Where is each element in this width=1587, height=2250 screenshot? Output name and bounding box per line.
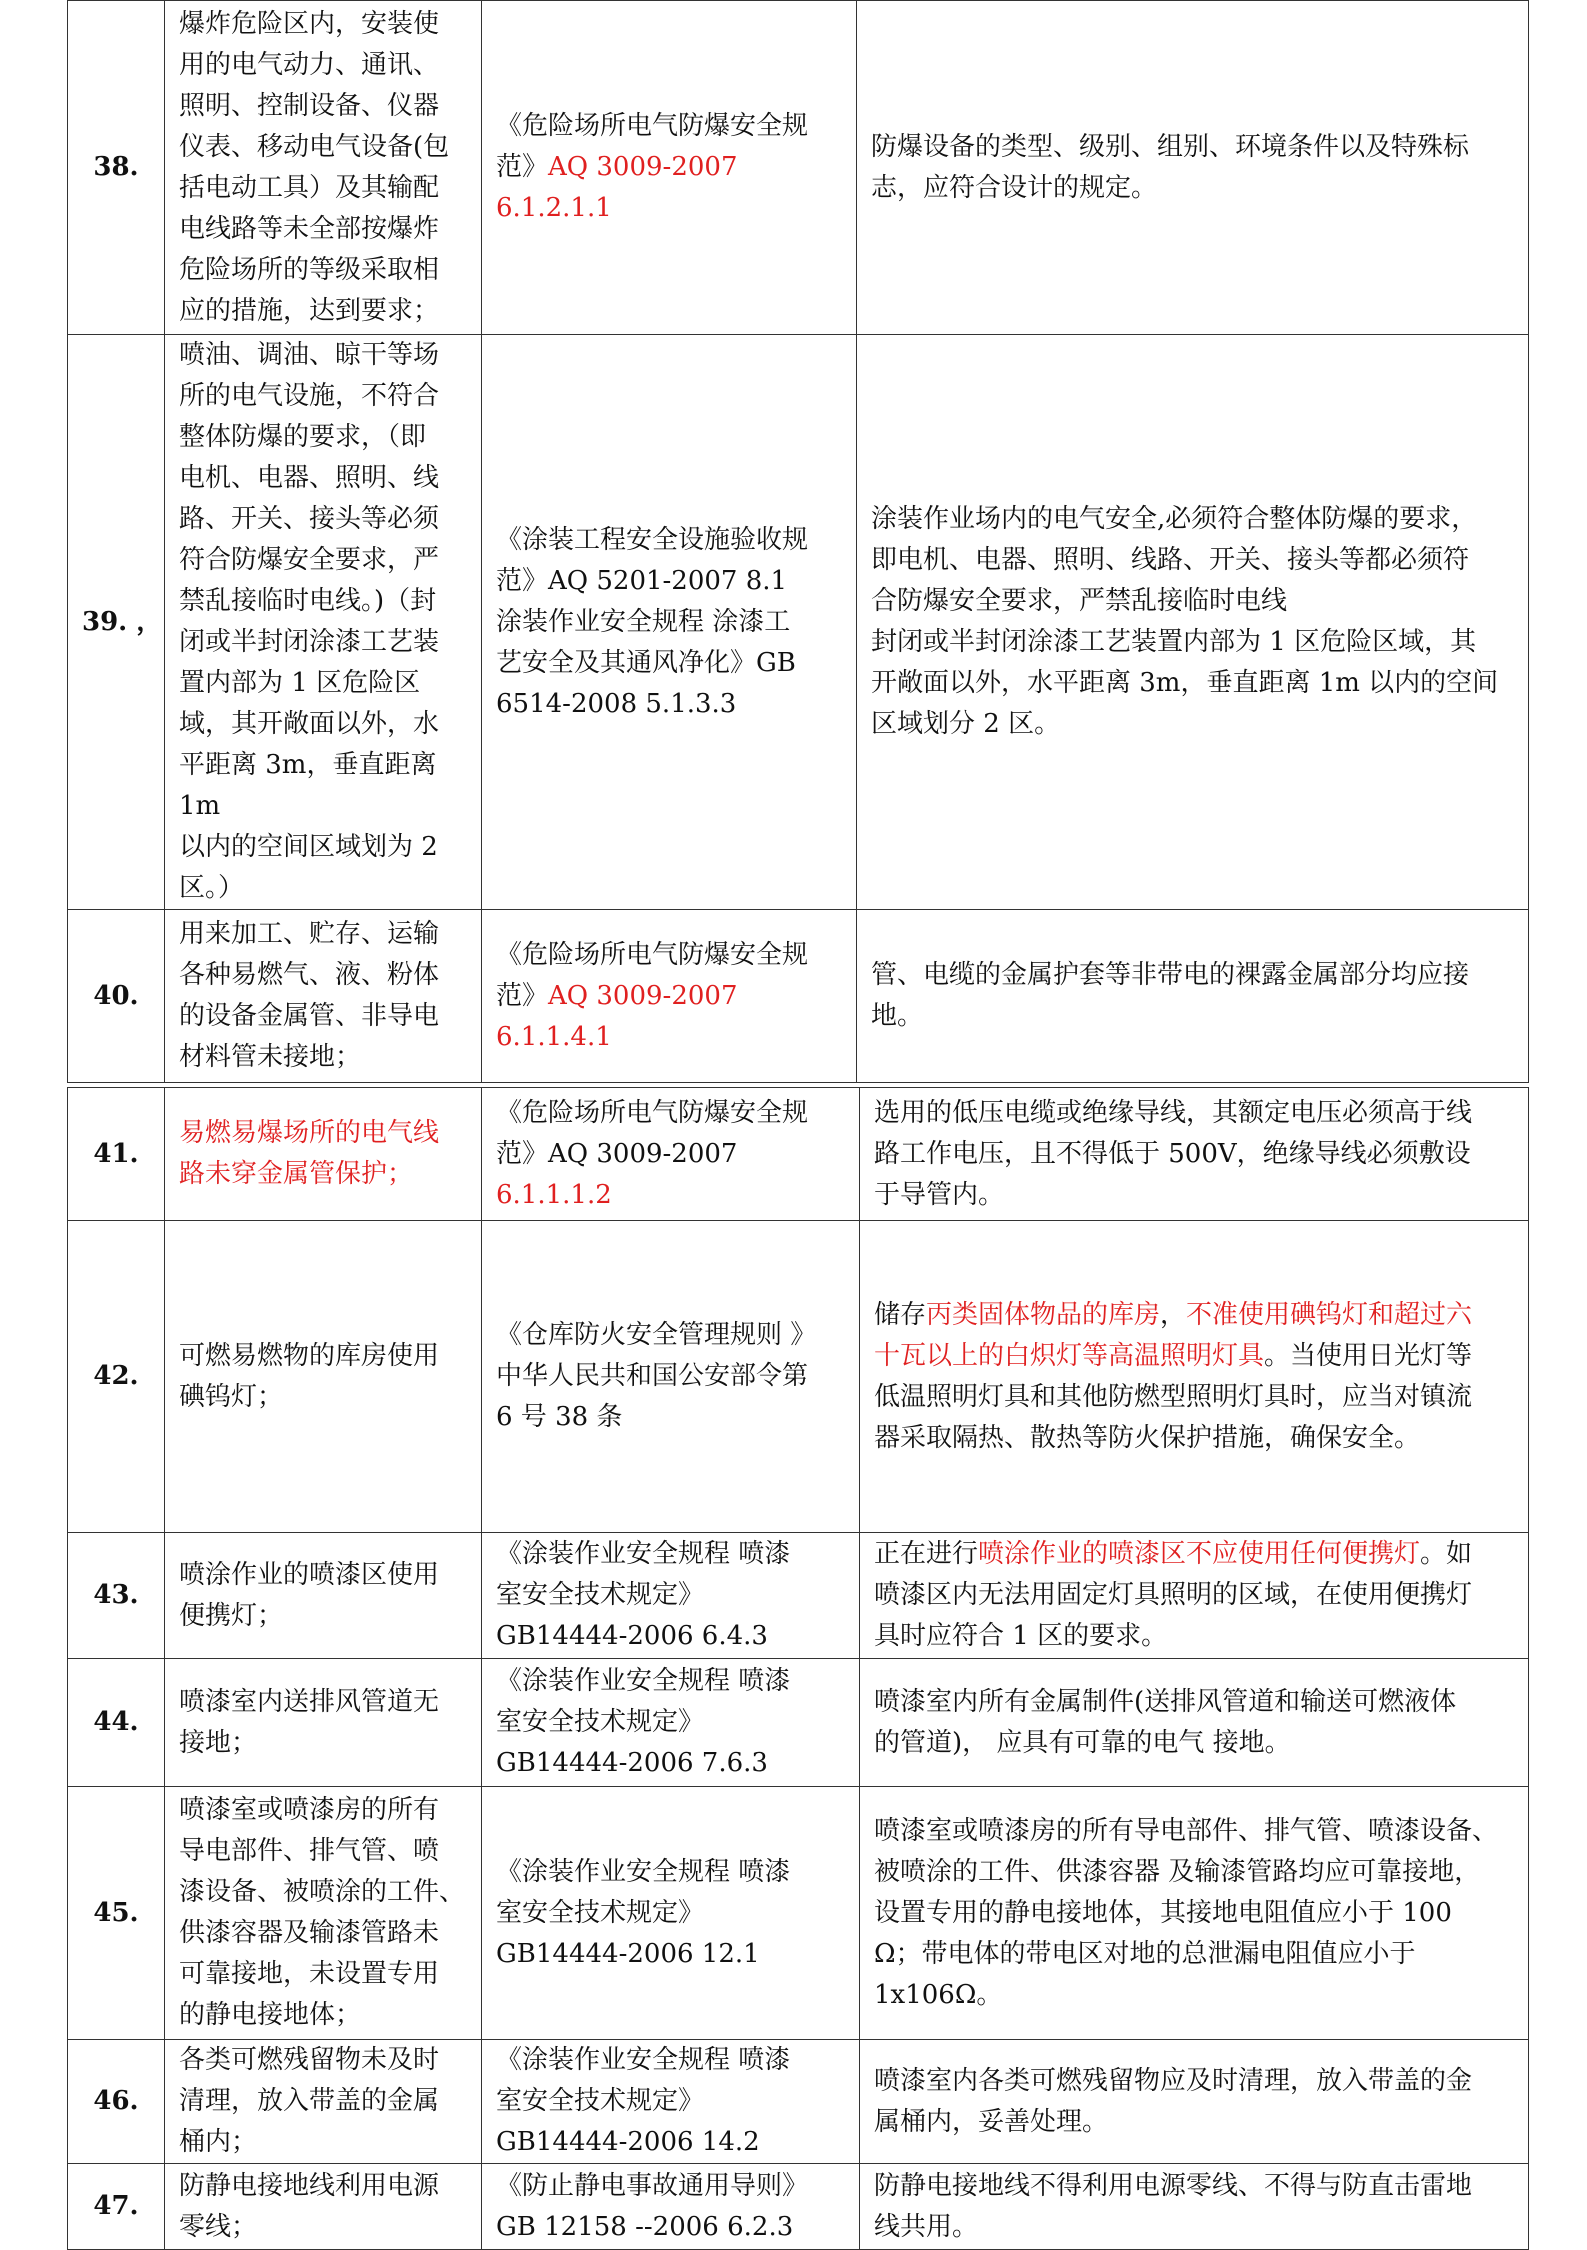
standard-reference-line [496,147,842,229]
requirement-line [874,1175,1514,1216]
requirement-text: 喷涂作业的喷漆区不应使用任何便携灯 [978,1539,1421,1569]
requirement-text: 地。 [871,1001,924,1031]
hazard-description-line: 闭或半封闭涂漆工艺装 [179,627,440,657]
requirement-text: 于导管内。 [874,1179,1005,1210]
requirement-text: 储存 [874,1299,927,1330]
requirement-text: 喷漆室内所有金属制件(送排风管道和输送可燃液体 [874,1686,1457,1717]
requirement-text: Ω；带电体的带电区对地的总泄漏电阻值应小于 [874,1938,1416,1969]
requirement-line [871,581,1514,622]
standard-reference-text: 范》 [496,980,549,1011]
item-number: 47. [93,2191,139,2221]
table-row [68,2040,1529,2164]
hazard-description-line: 整体防爆的要求，（即 [179,422,427,452]
standard-reference-text: 《防止静电事故通用导则》 [496,2170,809,2201]
requirement-line [871,127,1514,168]
requirement-text: 。当使用日光灯等 [1264,1340,1473,1371]
standard-reference-text: 《涂装工程安全设施验收规 [496,524,809,555]
item-number-cell [68,2040,165,2164]
table-row [68,910,1529,1083]
item-number: 40. [93,980,139,1011]
table-row [68,1,1529,335]
requirement-text: 即电机、电器、照明、线路、开关、接头等都必须符 [871,545,1470,575]
hazard-description-line: 导电部件、排气管、喷 [179,1836,440,1866]
hazard-description-line: 路、开关、接头等必须 [179,504,440,534]
standard-reference-line [496,1534,845,1575]
standard-reference-text: AQ 3009-2007 6.1.1.4.1 [496,980,738,1052]
item-number: 45. [93,1897,139,1928]
requirement-line [874,1418,1514,1459]
standard-reference-cell [482,1088,860,1221]
standard-reference-text: 涂装作业安全规程 涂漆工 [496,606,791,637]
inspection-table-2 [67,1087,1529,2250]
hazard-description-line: 危险场所的等级采取相 [179,254,440,285]
requirement-line [871,955,1514,996]
standard-reference-line [496,561,842,602]
standard-reference-text: 《涂装作业安全规程 喷漆 [496,2045,791,2075]
standard-reference-line [496,2081,845,2122]
hazard-description-cell [165,1659,482,1787]
item-number: 43. [93,1580,139,1610]
requirement-text: 不准使用碘钨灯和超过六 [1186,1299,1473,1330]
standard-reference-text: GB14444-2006 7.6.3 [496,1748,768,1778]
requirement-cell [860,1787,1529,2040]
item-number-cell [68,1787,165,2040]
hazard-description-cell [165,2040,482,2164]
standard-reference-line [496,1134,845,1216]
hazard-description-cell [165,2164,482,2250]
requirement-text: 属桶内，妥善处理。 [874,2106,1109,2137]
standard-reference-text: 室安全技术规定》 [496,1580,705,1610]
requirement-text: 具时应符合 1 区的要求。 [874,1621,1168,1651]
requirement-line [871,499,1514,540]
item-number: 39. ， [82,606,163,637]
requirement-text: 管、电缆的金属护套等非带电的裸露金属部分均应接 [871,960,1470,990]
requirement-line [874,1534,1514,1575]
requirement-text: 合防爆安全要求，严禁乱接临时电线 [871,586,1288,616]
standard-reference-line [496,1702,845,1743]
requirement-text: 开敞面以外，水平距离 3m，垂直距离 1m 以内的空间 [871,668,1499,698]
standard-reference-text: 《涂装作业安全规程 喷漆 [496,1666,791,1696]
hazard-description-line: 喷涂作业的喷漆区使用 [179,1559,440,1590]
hazard-description-line: 路未穿金属管保护； [179,1159,414,1189]
requirement-text: 涂装作业场内的电气安全,必须符合整体防爆的要求， [871,504,1478,534]
standard-reference-text: 6.1.1.1.2 [496,1179,612,1210]
standard-reference-text: 《危险场所电气防爆安全规 [496,111,809,141]
standard-reference-text: 室安全技术规定》 [496,1897,705,1928]
standard-reference-cell [482,335,857,910]
standard-reference-line [496,106,842,147]
requirement-text: 十瓦以上的白炽灯等高温照明灯具 [874,1340,1265,1371]
standard-reference-line [496,1616,845,1657]
hazard-description-line: 喷漆室内送排风管道无 [179,1686,440,1717]
requirement-line [874,1723,1514,1764]
hazard-description-line: 喷漆室或喷漆房的所有 [179,1795,440,1825]
requirement-text: 的管道)， 应具有可靠的电气 接地。 [874,1727,1291,1758]
standard-reference-line [496,1852,845,1893]
requirement-text: 器采取隔热、散热等防火保护措施，确保安全。 [874,1422,1421,1453]
hazard-description-cell [165,1533,482,1659]
hazard-description-cell [165,1787,482,2040]
hazard-description-line: 可燃易燃物的库房使用 [179,1340,440,1371]
standard-reference-text: 室安全技术规定》 [496,2086,705,2116]
requirement-line [874,1934,1514,1975]
hazard-description-cell [165,1088,482,1221]
item-number-cell [68,1,165,335]
table-row [68,335,1529,910]
hazard-description-line: 用来加工、贮存、运输 [179,919,440,949]
standard-reference-text: 范》AQ 5201-2007 8.1 [496,565,788,596]
standard-reference-text: GB14444-2006 12.1 [496,1938,760,1969]
table-row [68,1221,1529,1533]
standard-reference-line [496,2166,845,2207]
standard-reference-cell [482,2164,860,2250]
requirement-text: 正在进行 [874,1539,979,1569]
standard-reference-text: 室安全技术规定》 [496,1707,705,1737]
standard-reference-cell [482,2040,860,2164]
standard-reference-line [496,2122,845,2163]
requirement-line [871,168,1514,209]
hazard-description-line: 应的措施，达到要求； [179,295,440,326]
item-number-cell [68,1533,165,1659]
standard-reference-line [496,2040,845,2081]
requirement-line [874,1975,1514,2016]
standard-reference-line [496,1093,845,1134]
standard-reference-line [496,976,842,1058]
standard-reference-line [496,643,842,684]
standard-reference-text: AQ 3009-2007 6.1.2.1.1 [496,152,738,223]
standard-reference-line [496,684,842,725]
standard-reference-text: GB14444-2006 14.2 [496,2127,760,2157]
requirement-line [874,1134,1514,1175]
requirement-cell [857,910,1529,1083]
hazard-description-line: 便携灯； [179,1600,284,1631]
standard-reference-text: 艺安全及其通风净化》GB [496,647,796,678]
standard-reference-cell [482,1221,860,1533]
standard-reference-cell [482,1533,860,1659]
item-number-cell [68,1221,165,1533]
requirement-line [874,1893,1514,1934]
item-number: 46. [93,2086,139,2116]
requirement-text: 被喷涂的工件、供漆容器 及输漆管路均应可靠接地， [874,1856,1481,1887]
requirement-line [874,2061,1514,2102]
requirement-text: 路工作电压，且不得低于 500V，绝缘导线必须敷设 [874,1138,1471,1169]
hazard-description-line: 碘钨灯； [179,1381,284,1412]
standard-reference-line [496,1934,845,1975]
standard-reference-line [496,602,842,643]
requirement-cell [860,1221,1529,1533]
hazard-description-line: 清理，放入带盖的金属 [179,2086,440,2116]
requirement-cell [860,1533,1529,1659]
standard-reference-line [496,935,842,976]
requirement-line [874,2102,1514,2143]
standard-reference-line [496,520,842,561]
requirement-text: 防爆设备的类型、级别、组别、环境条件以及特殊标 [871,131,1470,162]
hazard-description-line: 置内部为 1 区危险区 [179,668,421,698]
standard-reference-text: 《危险场所电气防爆安全规 [496,939,809,970]
hazard-description-line: 电线路等未全部按爆炸 [179,213,440,244]
requirement-line [871,540,1514,581]
hazard-description-line: 的静电接地体； [179,2000,362,2030]
item-number-cell [68,1659,165,1787]
hazard-description-line: 区。） [179,873,245,903]
requirement-cell [860,1659,1529,1787]
hazard-description-line: 以内的空间区域划为 2 [179,832,438,862]
requirement-line [871,704,1514,745]
requirement-text: 喷漆区内无法用固定灯具照明的区域，在使用便携灯 [874,1580,1473,1610]
hazard-description-line: 零线； [179,2211,258,2242]
standard-reference-line [496,1575,845,1616]
requirement-line [874,2207,1514,2248]
requirement-text: 喷漆室内各类可燃残留物应及时清理，放入带盖的金 [874,2065,1473,2096]
hazard-description-line: 域，其开敞面以外，水 [179,709,440,739]
standard-reference-text: 范》AQ 3009-2007 [496,1138,738,1169]
item-number: 42. [93,1361,139,1391]
standard-reference-cell [482,910,857,1083]
requirement-line [874,2166,1514,2207]
hazard-description-line: 爆炸危险区内，安装使 [179,8,440,39]
requirement-line [871,663,1514,704]
hazard-description-line: 防静电接地线利用电源 [179,2170,440,2201]
table-row [68,1659,1529,1787]
requirement-text: 志，应符合设计的规定。 [871,172,1158,203]
hazard-description-line: 括电动工具）及其输配 [179,172,440,203]
requirement-cell [860,2164,1529,2250]
requirement-text: 封闭或半封闭涂漆工艺装置内部为 1 区危险区域，其 [871,627,1477,657]
standard-reference-text: 中华人民共和国公安部令第 [496,1361,809,1391]
hazard-description-line: 易燃易爆场所的电气线 [179,1118,440,1148]
hazard-description-line: 供漆容器及输漆管路未 [179,1918,440,1948]
requirement-cell [860,2040,1529,2164]
standard-reference-text: 6 号 38 条 [496,1402,623,1432]
requirement-text: 设置专用的静电接地体，其接地电阻值应小于 100 [874,1897,1452,1928]
hazard-description-cell [165,1,482,335]
standard-reference-text: 《涂装作业安全规程 喷漆 [496,1856,791,1887]
requirement-text: 线共用。 [874,2211,979,2242]
item-number-cell [68,2164,165,2250]
item-number-cell [68,335,165,910]
hazard-description-line: 接地； [179,1727,258,1758]
requirement-text: 1x106Ω。 [874,1979,1003,2010]
requirement-text: 喷漆室或喷漆房的所有导电部件、排气管、喷漆设备、 [874,1815,1499,1846]
hazard-description-line: 所的电气设施，不符合 [179,381,440,411]
hazard-description-cell [165,1221,482,1533]
requirement-text: ， [1160,1299,1187,1330]
requirement-line [874,1575,1514,1616]
requirement-line [871,622,1514,663]
requirement-cell [857,335,1529,910]
standard-reference-cell [482,1659,860,1787]
hazard-description-line: 平距离 3m，垂直距离 1m [179,750,437,821]
hazard-description-line: 可靠接地，未设置专用 [179,1959,440,1989]
hazard-description-line: 桶内； [179,2127,258,2157]
table-row [68,2164,1529,2250]
hazard-description-line: 的设备金属管、非导电 [179,1001,440,1031]
table-row [68,1088,1529,1221]
requirement-cell [857,1,1529,335]
standard-reference-line [496,1397,845,1438]
requirement-text: 丙类固体物品的库房 [926,1299,1161,1330]
hazard-description-line: 符合防爆安全要求，严 [179,545,440,575]
standard-reference-line [496,2207,845,2248]
item-number: 44. [93,1707,139,1737]
requirement-text: 区域划分 2 区。 [871,709,1061,739]
hazard-description-cell [165,335,482,910]
requirement-line [874,1336,1514,1377]
hazard-description-line: 材料管未接地； [179,1042,362,1072]
standard-reference-line [496,1893,845,1934]
standard-reference-text: GB 12158 --2006 6.2.3 [496,2211,794,2242]
hazard-description-line: 仪表、移动电气设备(包 [179,131,450,162]
hazard-description-line: 用的电气动力、通讯、 [179,49,440,80]
standard-reference-text: 《危险场所电气防爆安全规 [496,1097,809,1128]
item-number: 41. [93,1138,139,1169]
hazard-description-line: 照明、控制设备、仪器 [179,90,440,121]
hazard-description-line: 禁乱接临时电线。)（封 [179,586,437,616]
requirement-line [871,996,1514,1037]
table-row [68,1787,1529,2040]
standard-reference-line [496,1315,845,1356]
standard-reference-line [496,1356,845,1397]
requirement-line [874,1093,1514,1134]
requirement-line [874,1811,1514,1852]
requirement-line [874,1295,1514,1336]
standard-reference-text: 《涂装作业安全规程 喷漆 [496,1539,791,1569]
requirement-text: 防静电接地线不得利用电源零线、不得与防直击雷地 [874,2170,1473,2201]
hazard-description-cell [165,910,482,1083]
standard-reference-text: GB14444-2006 6.4.3 [496,1621,768,1651]
item-number-cell [68,910,165,1083]
standard-reference-line [496,1661,845,1702]
requirement-line [874,1377,1514,1418]
requirement-text: 低温照明灯具和其他防燃型照明灯具时，应当对镇流 [874,1381,1473,1412]
standard-reference-text: 范》 [496,152,549,182]
hazard-description-line: 电机、电器、照明、线 [179,463,440,493]
hazard-description-line: 各类可燃残留物未及时 [179,2045,440,2075]
item-number: 38. [93,152,139,182]
table-row [68,1533,1529,1659]
requirement-text: 选用的低压电缆或绝缘导线，其额定电压必须高于线 [874,1097,1473,1128]
hazard-description-line: 喷油、调油、晾干等场 [179,340,440,370]
requirement-cell [860,1088,1529,1221]
hazard-description-line: 各种易燃气、液、粉体 [179,960,440,990]
standard-reference-cell [482,1,857,335]
item-number-cell [68,1088,165,1221]
inspection-table-1 [67,0,1529,1083]
hazard-description-line: 漆设备、被喷涂的工件、 [179,1877,466,1907]
requirement-line [874,1682,1514,1723]
requirement-line [874,1852,1514,1893]
standard-reference-line [496,1743,845,1784]
standard-reference-cell [482,1787,860,2040]
standard-reference-text: 《仓库防火安全管理规则 》 [496,1320,817,1350]
standard-reference-text: 6514-2008 5.1.3.3 [496,688,737,719]
requirement-line [874,1616,1514,1657]
requirement-text: 。如 [1420,1539,1473,1569]
